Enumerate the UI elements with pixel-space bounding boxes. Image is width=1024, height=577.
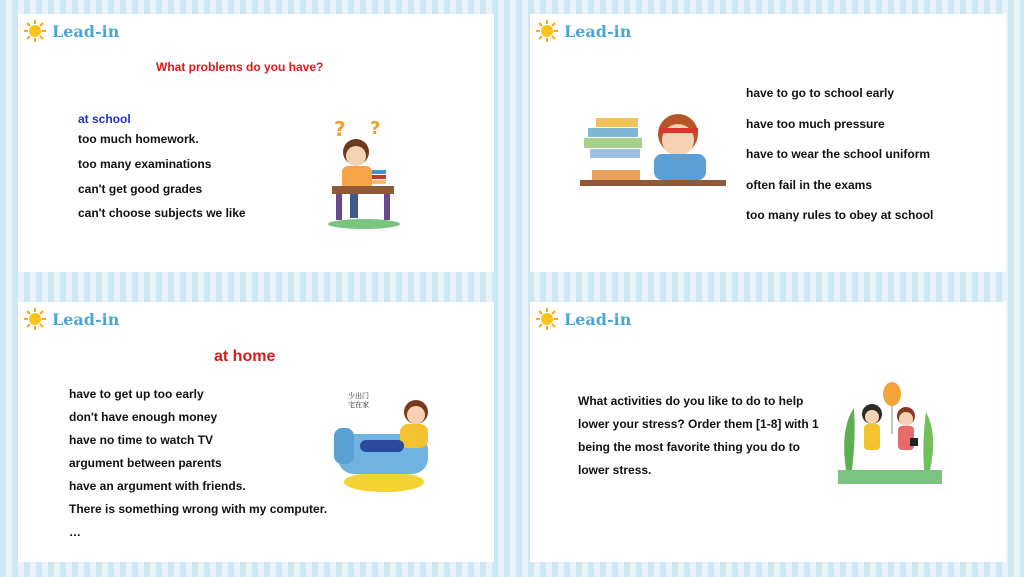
lead-in-title: Lead-in — [564, 309, 632, 329]
student-desk-illustration — [324, 114, 408, 230]
slide-header — [536, 20, 631, 42]
list-item: have to wear the school uniform — [746, 147, 931, 161]
list-item: … — [69, 525, 81, 539]
slide-at-school — [18, 14, 494, 272]
stressed-student-illustration — [580, 106, 728, 192]
sun-icon — [536, 20, 558, 42]
lead-in-title: Lead-in — [52, 21, 120, 41]
slide-at-home — [18, 302, 494, 562]
list-item: have no time to watch TV — [69, 433, 214, 447]
list-item: have to go to school early — [746, 86, 895, 100]
slide-stress-activities — [530, 302, 1006, 562]
paragraph-line: lower stress. — [578, 463, 652, 477]
illustration-caption: 少出门 宅在家 — [348, 392, 369, 409]
list-item: too many examinations — [78, 157, 212, 171]
slide-header — [24, 308, 119, 330]
lead-in-title: Lead-in — [52, 309, 120, 329]
svg-text:?: ? — [370, 118, 381, 139]
paragraph-line: What activities do you like to do to help — [578, 394, 804, 408]
slide-header — [536, 308, 631, 330]
heading-at-home: at home — [214, 348, 276, 365]
list-item: often fail in the exams — [746, 178, 873, 192]
list-item: There is something wrong with my computer. — [69, 502, 328, 516]
paragraph-line: being the most favorite thing you do to — [578, 440, 800, 454]
list-item: can't get good grades — [78, 182, 203, 196]
question-title: What problems do you have? — [156, 60, 324, 74]
list-item: too many rules to obey at school — [746, 208, 934, 222]
list-item: argument between parents — [69, 456, 222, 470]
slide-header — [24, 20, 119, 42]
list-item: have to get up too early — [69, 387, 204, 401]
list-item: too much homework. — [78, 132, 199, 146]
subheading-at-school: at school — [78, 112, 131, 126]
list-item: don't have enough money — [69, 410, 218, 424]
paragraph-line: lower your stress? Order them [1-8] with 1 — [578, 417, 819, 431]
friends-illustration — [834, 378, 944, 488]
girl-on-sofa-illustration — [330, 388, 440, 498]
slide-school-problems — [530, 14, 1006, 272]
list-item: have an argument with friends. — [69, 479, 246, 493]
list-item: can't choose subjects we like — [78, 206, 246, 220]
sun-icon — [24, 308, 46, 330]
sun-icon — [24, 20, 46, 42]
svg-text:?: ? — [334, 117, 346, 141]
list-item: have too much pressure — [746, 117, 885, 131]
lead-in-title: Lead-in — [564, 21, 632, 41]
sun-icon — [536, 308, 558, 330]
